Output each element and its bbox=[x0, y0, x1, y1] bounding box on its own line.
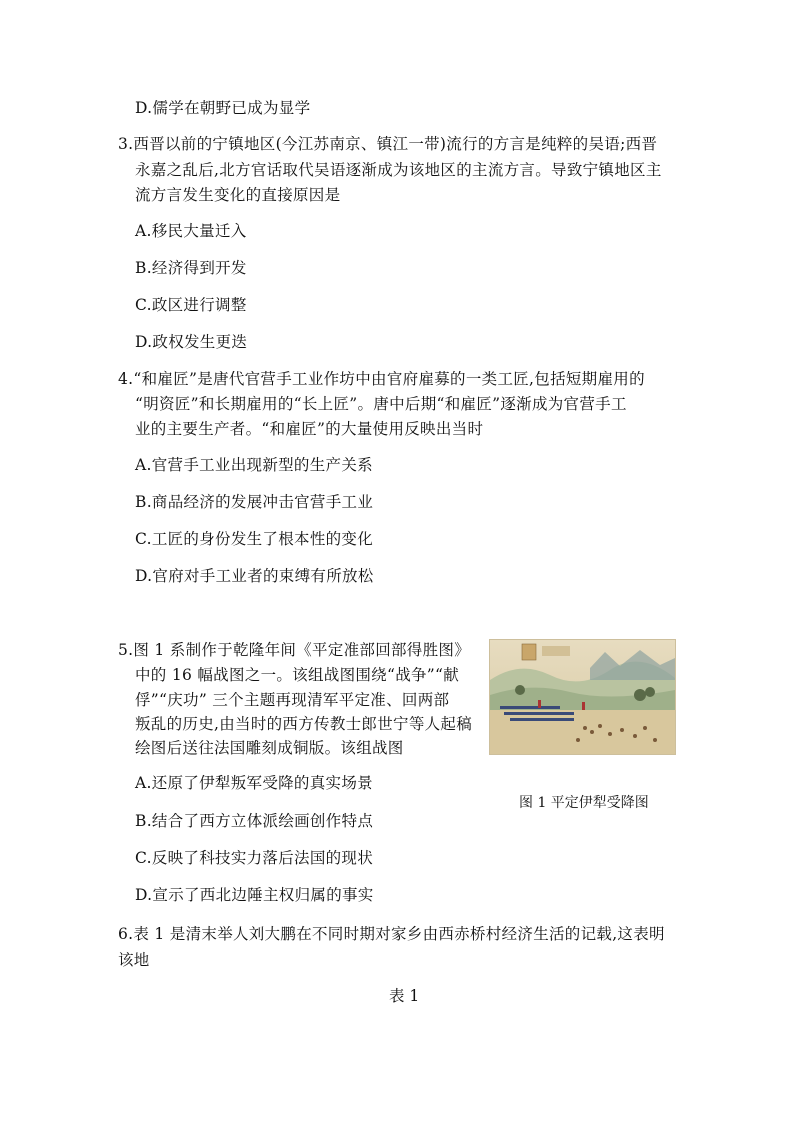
q3-option-c: C.政区进行调整 bbox=[135, 296, 247, 314]
q4-stem-line-1: 4.“和雇匠”是唐代官营手工业作坊中由官府雇募的一类工匠,包括短期雇用的 bbox=[118, 370, 645, 388]
painting-illustration bbox=[490, 640, 675, 754]
table-title: 表 1 bbox=[389, 987, 420, 1005]
q4-stem-line-3: 业的主要生产者。“和雇匠”的大量使用反映出当时 bbox=[135, 420, 484, 438]
q5-stem-line-2: 中的 16 幅战图之一。该组战图围绕“战争”“献 bbox=[135, 666, 460, 684]
q3-stem-line-2: 永嘉之乱后,北方官话取代吴语逐渐成为该地区的主流方言。导致宁镇地区主 bbox=[135, 161, 662, 179]
q5-option-a: A.还原了伊犁叛军受降的真实场景 bbox=[135, 774, 373, 792]
option-d-prev: D.儒学在朝野已成为显学 bbox=[135, 99, 311, 117]
q3-stem-line-3: 流方言发生变化的直接原因是 bbox=[135, 186, 341, 204]
q6-stem-line-1: 6.表 1 是清末举人刘大鹏在不同时期对家乡由西赤桥村经济生活的记载,这表明 bbox=[118, 925, 665, 943]
q4-option-c: C.工匠的身份发生了根本性的变化 bbox=[135, 530, 374, 548]
q4-option-d: D.官府对手工业者的束缚有所放松 bbox=[135, 567, 374, 585]
q5-option-d: D.宣示了西北边陲主权归属的事实 bbox=[135, 886, 374, 904]
q3-stem-line-1: 3.西晋以前的宁镇地区(今江苏南京、镇江一带)流行的方言是纯粹的吴语;西晋 bbox=[118, 135, 658, 153]
q5-option-b: B.结合了西方立体派绘画创作特点 bbox=[135, 812, 374, 830]
q3-option-b: B.经济得到开发 bbox=[135, 259, 247, 277]
q5-stem-line-1: 5.图 1 系制作于乾隆年间《平定准部回部得胜图》 bbox=[118, 641, 471, 659]
q3-option-a: A.移民大量迁入 bbox=[135, 222, 247, 240]
q3-option-d: D.政权发生更迭 bbox=[135, 333, 248, 351]
q4-stem-line-2: “明资匠”和长期雇用的“长上匠”。唐中后期“和雇匠”逐渐成为官营手工 bbox=[135, 395, 627, 413]
q5-option-c: C.反映了科技实力落后法国的现状 bbox=[135, 849, 374, 867]
q4-option-b: B.商品经济的发展冲击官营手工业 bbox=[135, 493, 374, 511]
q5-stem-line-3: 俘”“庆功” 三个主题再现清军平定准、回两部 bbox=[135, 691, 450, 709]
q5-stem-line-4: 叛乱的历史,由当时的西方传教士郎世宁等人起稿 bbox=[135, 715, 473, 733]
q5-stem-line-5: 绘图后送往法国雕刻成铜版。该组战图 bbox=[135, 739, 404, 757]
figure-caption: 图 1 平定伊犁受降图 bbox=[519, 795, 649, 811]
q4-option-a: A.官营手工业出现新型的生产关系 bbox=[135, 456, 373, 474]
q6-stem-line-2: 该地 bbox=[118, 951, 150, 969]
figure-painting bbox=[489, 639, 676, 755]
